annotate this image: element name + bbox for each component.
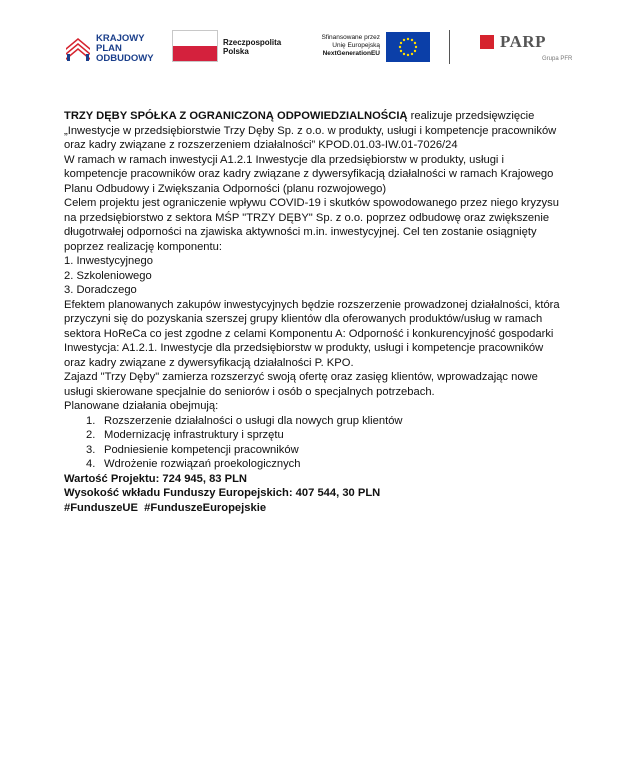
hashtags: [64, 501, 564, 516]
paragraph-offer: Zajazd "Trzy Dęby" zamierza rozszerzyć swoją ofertę oraz zasięg klientów, wprowadzając nowe usługi skierowane specjalnie do seniorów i osób o specjalnych potrzebach.: [64, 371, 538, 398]
rp-line1: Rzeczpospolita: [223, 38, 282, 47]
list-text: Modernizację infrastruktury i sprzętu: [104, 429, 284, 441]
parp-mark-icon: [480, 35, 494, 49]
list-item: 1. Inwestycyjnego: [64, 255, 153, 267]
list-text: Rozszerzenie działalności o usługi dla nowych grup klientów: [104, 414, 403, 427]
paragraph-effect: Efektem planowanych zakupów inwestycyjnych będzie rozszerzenie prowadzonej działalności, która przyczyni się do pozyskania szerszej grupy klientów dla oferowanych produktów/usług w ramach sektora HoReCa co jest zgodne z celami Komponentu A: Odporność i konkurencyjność gospodarki Inwestycja: A1.2.1. Inwestycje dla przedsiębiorstw w produkty, usługi i kompetencje pracowników oraz kadry związane z dywersyfikacją działalności P. KPO.: [64, 298, 560, 369]
list-item: 2. Szkoleniowego: [64, 269, 152, 282]
parp-name: PARP: [500, 32, 547, 51]
eu-line2: Unię Europejską: [332, 42, 380, 49]
paragraph-investment: W ramach w ramach inwestycji A1.2.1 Inwestycje dla przedsiębiorstw w produkty, usługi i kompetencje pracowników oraz kadry związane z dywersyfikacją działalności w ramach Krajowego Planu Odbudowy i Zwiększania Odporności (planu rozwojowego): [64, 153, 554, 195]
eu-contribution-text: Wysokość wkładu Funduszy Europejskich: 407 544, 30 PLN: [64, 487, 381, 499]
eu-flag-icon: [386, 32, 430, 62]
kpo-line2: PLAN: [96, 43, 122, 54]
logo-bar: [0, 28, 626, 78]
list-item: [86, 428, 564, 443]
list-number: 3.: [86, 443, 96, 456]
document-body: [64, 109, 564, 515]
eu-line1: Sfinansowane przez: [321, 34, 380, 41]
eu-contribution: [64, 486, 564, 501]
intro-paragraph: [64, 109, 564, 153]
list-item: [86, 414, 564, 429]
list-item: [86, 457, 564, 472]
parp-sub: Grupa PFR: [542, 56, 573, 62]
kpo-line3: ODBUDOWY: [96, 53, 154, 64]
list-number: 2.: [86, 429, 96, 441]
polish-flag-icon: [172, 30, 218, 62]
project-value-text: Wartość Projektu: 724 945, 83 PLN: [64, 472, 248, 485]
list-number: 1.: [86, 414, 96, 427]
kpo-mark-icon: [64, 34, 92, 62]
actions-list: [64, 414, 564, 472]
list-item: 3. Doradczego: [64, 284, 137, 296]
list-item: [86, 443, 564, 458]
project-value: [64, 472, 564, 487]
company-name: TRZY DĘBY SPÓŁKA Z OGRANICZONĄ ODPOWIEDZIALNOŚCIĄ: [64, 110, 408, 122]
intro-text: realizuje przedsięwzięcie „Inwestycje w przedsiębiorstwie Trzy Dęby Sp. z o.o. w produkty, usługi i kompetencje pracowników oraz kadry związane z rozszerzeniem działalności” KPOD.01.03-IW.01-7026/24: [64, 110, 557, 151]
hashtags-text: #FunduszeUE #FunduszeEuropejskie: [64, 501, 267, 514]
logo-separator: [449, 30, 450, 64]
components-list: [64, 254, 564, 298]
list-number: 4.: [86, 458, 96, 470]
rp-line2: Polska: [223, 47, 249, 56]
list-text: Podniesienie kompetencji pracowników: [104, 443, 299, 456]
actions-title: Planowane działania obejmują:: [64, 400, 219, 412]
list-text: Wdrożenie rozwiązań proekologicznych: [104, 458, 301, 470]
paragraph-goal: Celem projektu jest ograniczenie wpływu COVID-19 i skutków spowodowanego przez niego kryzysu na przedsiębiorstwo z sektora MŚP "TRZY DĘBY" Sp. z o.o. poprzez odbudowę oraz zwiększenie długotrwałej odporności na zjawiska aktywności m.in. inwestycyjnej. Cel ten zostanie osiągnięty poprzez realizację komponentu:: [64, 197, 559, 253]
kpo-line1: KRAJOWY: [96, 33, 145, 44]
eu-line3: NextGenerationEU: [322, 50, 380, 57]
